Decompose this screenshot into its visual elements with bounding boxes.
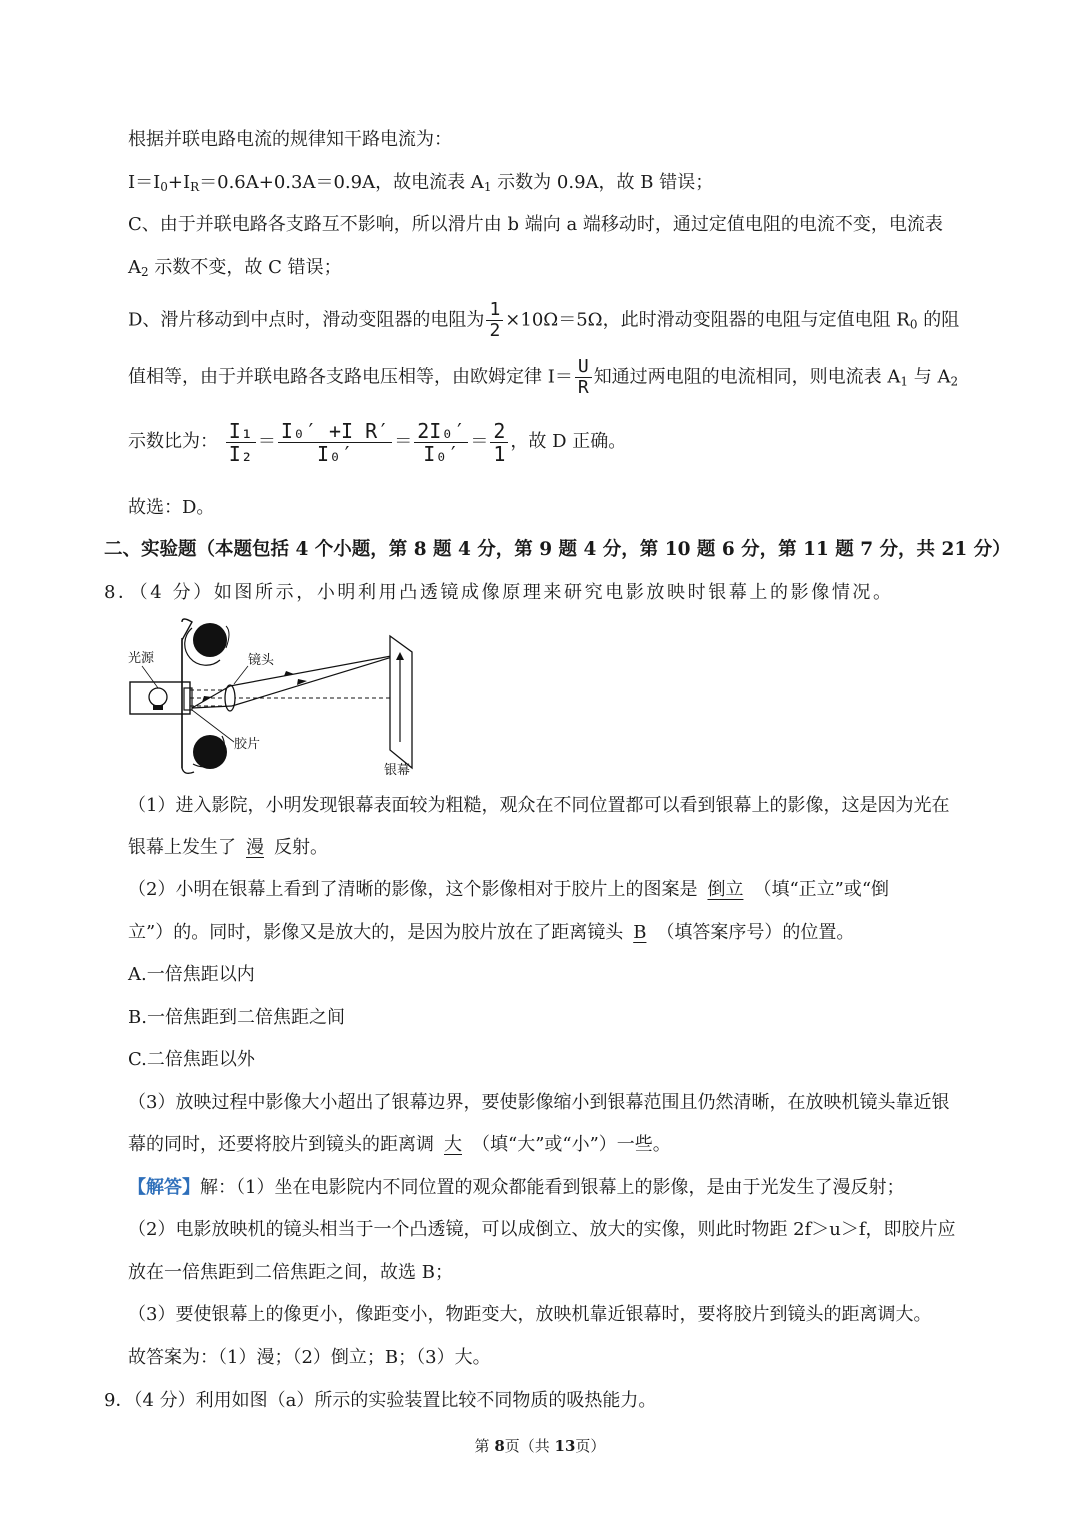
text: 立”）的。同时，影像又是放大的，是因为胶片放在了距离镜头	[128, 922, 624, 943]
light-bulb	[149, 688, 167, 706]
q8-part1: （1）进入影院，小明发现银幕表面较为粗糙，观众在不同位置都可以看到银幕上的影像，这是因为光在	[128, 795, 950, 816]
fraction-half	[486, 300, 503, 341]
subscript: R	[190, 180, 200, 194]
text: 示数比为：	[128, 431, 218, 452]
subscript: 2	[141, 265, 149, 279]
answer-blank: B	[633, 922, 647, 943]
option-c: C.二倍焦距以外	[128, 1049, 255, 1070]
solution-label: 【解答】	[128, 1177, 200, 1198]
text-line: 故选：D。	[128, 497, 215, 518]
film-gate	[184, 688, 192, 710]
numerator: I₀′ +I_R′	[278, 420, 392, 443]
q8-part2	[128, 877, 889, 903]
denominator: I₂	[228, 441, 253, 466]
text: A	[128, 257, 141, 278]
text: 第	[474, 1437, 495, 1455]
q8-part1-answer-line	[128, 835, 328, 861]
option-b: B.一倍焦距到二倍焦距之间	[128, 1007, 345, 1028]
text: 示数为 0.9A，故 B 错误；	[491, 172, 714, 193]
subscript: 2	[950, 374, 959, 389]
text: 解：（1）坐在电影院内不同位置的观众都能看到银幕上的影像，是由于光发生了漫反射；	[200, 1177, 905, 1198]
text: 页（共	[504, 1437, 555, 1455]
final-answer: 故答案为：（1）漫；（2）倒立；B；（3）大。	[128, 1347, 491, 1368]
text: ＝0.6A+0.3A＝0.9A，故电流表 A	[199, 172, 484, 193]
numerator: U	[575, 357, 592, 378]
projector-diagram	[122, 618, 422, 780]
text-line	[128, 255, 342, 285]
text: 银幕上发生了	[128, 837, 236, 858]
subscript: 0	[160, 180, 168, 194]
text: 知通过两电阻的电流相同，则电流表 A	[593, 366, 901, 388]
text: 反射。	[274, 837, 328, 858]
label-film: 胶片	[234, 737, 261, 752]
numerator: I₁	[226, 420, 256, 443]
answer-blank: 倒立	[707, 879, 744, 900]
formula-line	[128, 170, 713, 200]
label-lens: 镜头	[248, 653, 275, 668]
text: （填“正立”或“倒	[753, 879, 890, 900]
page-number: 8	[494, 1437, 505, 1455]
fraction-ohm	[575, 357, 592, 398]
fraction-double	[414, 420, 468, 465]
text-line	[128, 357, 958, 398]
fraction-i1-i2	[226, 420, 256, 465]
subscript: 1	[483, 180, 492, 194]
solution-line: 放在一倍焦距到二倍焦距之间，故选 B；	[128, 1262, 453, 1283]
text-line: 根据并联电路电流的规律知干路电流为：	[128, 129, 452, 150]
denominator: I₀′	[423, 441, 460, 466]
fraction-sum	[278, 420, 392, 465]
ratio-line	[128, 418, 626, 466]
label-light-source: 光源	[128, 651, 155, 666]
question-8-stem: 8．（4 分）如图所示，小明利用凸透镜成像原理来研究电影放映时银幕上的影像情况。	[104, 582, 894, 603]
text: 页）	[575, 1437, 606, 1455]
text: （填“大”或“小”）一些。	[472, 1134, 671, 1155]
denominator: 2	[489, 320, 501, 341]
text-line	[128, 300, 959, 341]
page-footer	[0, 1435, 1080, 1456]
text: 幕的同时，还要将胶片到镜头的距离调	[128, 1134, 434, 1155]
label-screen: 银幕	[384, 763, 411, 778]
text: 值相等，由于并联电路各支路电压相等，由欧姆定律 I＝	[128, 366, 573, 388]
text: ×10Ω＝5Ω，此时滑动变阻器的电阻与定值电阻 R	[505, 309, 910, 331]
page-total: 13	[554, 1437, 576, 1455]
text: +I	[167, 172, 191, 193]
text: （填答案序号）的位置。	[656, 922, 855, 943]
text: （2）小明在银幕上看到了清晰的影像，这个影像相对于胶片上的图案是	[128, 879, 698, 900]
text: 示数不变，故 C 错误；	[148, 257, 342, 278]
text: ，故 D 正确。	[510, 431, 627, 452]
question-9-stem: 9．（4 分）利用如图（a）所示的实验装置比较不同物质的吸热能力。	[104, 1390, 657, 1411]
text: 与 A	[908, 366, 951, 388]
q8-part3-cont	[128, 1132, 671, 1158]
text-line: C、由于并联电路各支路互不影响，所以滑片由 b 端向 a 端移动时，通过定值电阻的电流不变，电流表	[128, 214, 943, 235]
solution-line: （2）电影放映机的镜头相当于一个凸透镜，可以成倒立、放大的实像，则此时物距 2f＞u＞f，即胶片应	[128, 1219, 956, 1240]
ray-arrow	[202, 696, 212, 702]
subscript: 1	[900, 374, 909, 389]
section-heading: 二、实验题（本题包括 4 个小题，第 8 题 4 分，第 9 题 4 分，第 10 题 6 分，第 11 题 7 分，共 21 分）	[104, 539, 1011, 560]
numerator: 2	[490, 420, 508, 443]
text: D、滑片移动到中点时，滑动变阻器的电阻为	[128, 309, 485, 331]
text: I＝I	[128, 172, 161, 193]
solution-line: （3）要使银幕上的像更小，像距变小，物距变大，放映机靠近银幕时，要将胶片到镜头的距离调大。	[128, 1304, 932, 1325]
equals: ＝	[394, 431, 413, 452]
numerator: 2I₀′	[414, 420, 468, 443]
q8-part2-cont	[128, 920, 854, 946]
denominator: 1	[493, 441, 506, 466]
denominator: I₀′	[316, 441, 354, 466]
answer-blank: 漫	[246, 837, 264, 858]
fraction-result	[490, 420, 508, 465]
numerator: 1	[486, 300, 503, 321]
projector-lens	[225, 685, 235, 711]
option-a: A.一倍焦距以内	[128, 964, 255, 985]
upper-reel	[193, 623, 227, 657]
denominator: R	[577, 377, 589, 398]
text: 的阻	[917, 309, 960, 331]
equals: ＝	[257, 431, 276, 452]
solution-line	[128, 1175, 904, 1201]
q8-part3: （3）放映过程中影像大小超出了银幕边界，要使影像缩小到银幕范围且仍然清晰，在放映机镜头靠近银	[128, 1092, 950, 1113]
equals: ＝	[470, 431, 489, 452]
subscript: 0	[909, 317, 918, 332]
lower-reel	[193, 735, 227, 769]
answer-blank: 大	[444, 1134, 462, 1155]
